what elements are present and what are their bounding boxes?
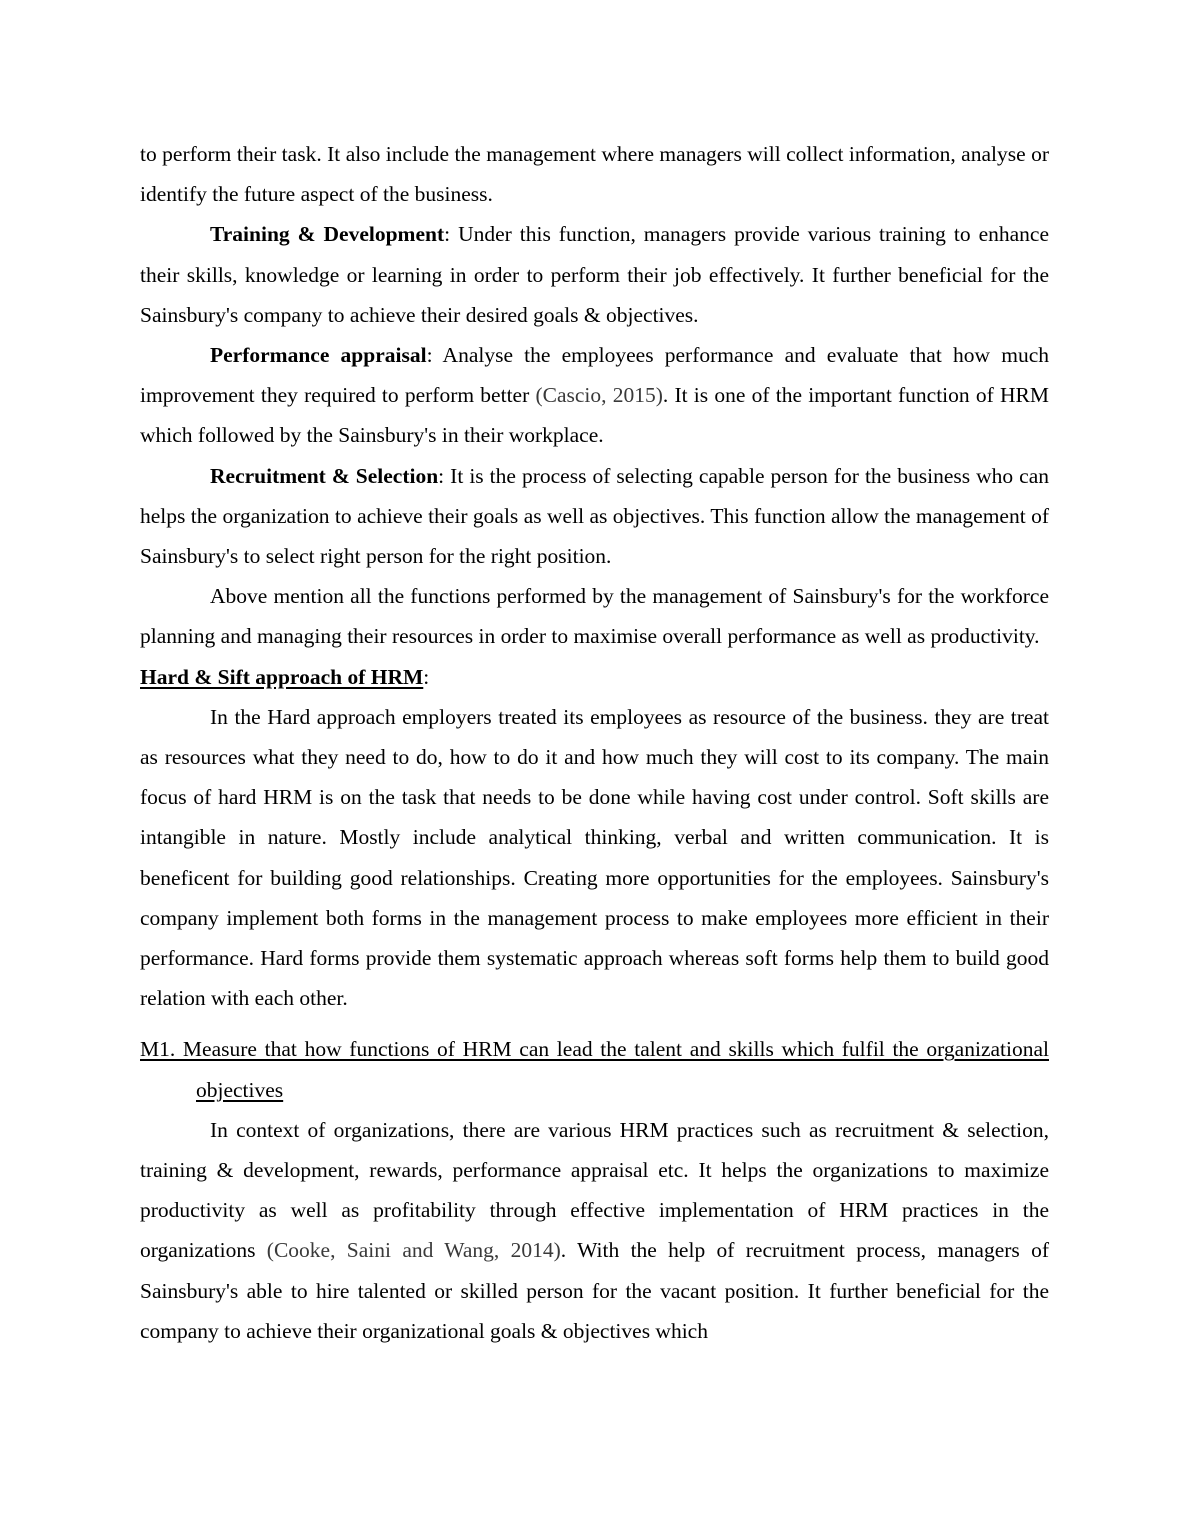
recruitment-term: Recruitment & Selection	[210, 463, 439, 488]
training-term: Training & Development	[210, 222, 445, 247]
hard-soft-paragraph: In the Hard approach employers treated its employees as resource of the business. they are treat as resources what they need to do, how to do it and how much they will cost to its company. The main focus of hard HRM is on the task that needs to be done while having cost under control. Soft skills are intangible in nature. Mostly include analytical thinking, verbal and written communication. It is beneficent for building good relationships. Creating more opportunities for the employees. Sainsbury's company implement both forms in the management process to make employees more efficient in their performance. Hard forms provide them systematic approach whereas soft forms help them to build good relation with each other.	[140, 704, 1049, 1011]
performance-citation: (Cascio, 2015)	[535, 383, 663, 408]
above-paragraph: Above mention all the functions performed by the management of Sainsbury's for the workforce planning and managing their resources in order to maximise overall performance as well as productivity.	[140, 584, 1049, 649]
training-paragraph	[140, 214, 1049, 335]
m1-paragraph	[140, 1110, 1049, 1351]
training-text: : Under this function, managers provide various training to enhance their skills, knowledge or learning in order to perform their job effectively. It further beneficial for the Sainsbury's company to achieve their desired goals & objectives.	[140, 222, 1050, 327]
performance-text-a: : Analyse the employees performance and evaluate that how much improvement they required to perform better	[140, 343, 1049, 408]
hard-soft-heading-suffix: :	[423, 664, 430, 689]
document-page	[140, 134, 1049, 1351]
recruitment-text: : It is the process of selecting capable person for the business who can helps the organization to achieve their goals as well as objectives. This function allow the management of Sainsbury's to select right person for the right position.	[140, 463, 1050, 569]
hard-soft-heading-line	[140, 657, 1049, 697]
performance-paragraph	[140, 335, 1049, 456]
recruitment-paragraph	[140, 456, 1049, 577]
performance-term: Performance appraisal	[210, 343, 427, 368]
m1-heading: M1. Measure that how functions of HRM can lead the talent and skills which fulfil the organizational objectives	[140, 1037, 1049, 1102]
m1-heading-line	[140, 1029, 1049, 1109]
hard-soft-heading: Hard & Sift approach of HRM	[140, 664, 424, 689]
performance-text-b: . It is one of the important function of HRM which followed by the Sainsbury's in their workplace.	[140, 383, 1049, 448]
m1-citation: (Cooke, Saini and Wang, 2014)	[266, 1238, 561, 1263]
m1-text-a: In context of organizations, there are various HRM practices such as recruitment & selection, training & development, rewards, performance appraisal etc. It helps the organizations to maximize productivity as well as profitability through effective implementation of HRM practices in the organizations	[140, 1117, 1049, 1263]
m1-text-b: . With the help of recruitment process, managers of Sainsbury's able to hire talented or skilled person for the vacant position. It further beneficial for the company to achieve their organizational goals & objectives which	[140, 1238, 1050, 1343]
intro-paragraph: to perform their task. It also include the management where managers will collect information, analyse or identify the future aspect of the business.	[140, 142, 1049, 207]
